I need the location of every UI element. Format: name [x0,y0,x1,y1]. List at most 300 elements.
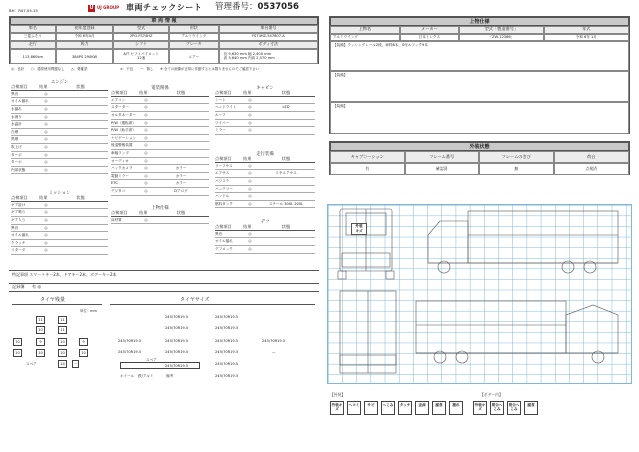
engine-item-label: 異音 [11,91,19,96]
cabin-item-label: シート [215,97,226,102]
tire-size-title: タイヤサイズ [180,297,210,303]
value-chassis: FS74HZ-547807-A [219,33,318,41]
value-mileage: 113,860km [10,49,56,64]
cabin-row [215,112,315,120]
electrical-item-label: 電動ミラー [111,173,129,178]
col-status: 状態 [176,210,186,216]
tire-size-fl: 245/70R19.5 [165,315,189,319]
tire-remain-3ro: 9 [79,338,88,346]
cabin-item-status [257,127,315,134]
mission-row [11,247,108,255]
mission-row [11,232,108,240]
label-cab-caution: キャブコーション [330,151,405,163]
running-item-label: リーフサス [215,163,233,168]
mission-item-label: 異音 [11,225,19,230]
key-legend-box: ヘコミ [347,401,361,415]
label-horsepower: 馬力 [56,41,114,49]
value-shift: A/T セフトパイロット 12速 [113,49,169,64]
label-mileage: 走行 [10,41,56,49]
electrical-item-status [153,150,209,157]
label-first-reg: 初年度登録 [56,25,114,33]
engine-item-result: ◎ [44,160,48,165]
col-result: 結果 [39,195,48,201]
running-item-status: スチール 300L 200L [268,201,304,206]
value-year: 令和 6年 1月 [544,34,629,41]
running-row [215,201,315,209]
value-serial: 「ZW-12386」 [459,34,543,41]
key-legend-box: 腐食 [432,401,446,415]
engine-item-result: ◎ [44,152,48,157]
cabin-item-result: ◎ [248,105,252,110]
electrical-item-label: P/W（助手席） [111,128,136,133]
diff-section [215,220,315,254]
engine-item-result: ◎ [44,167,48,172]
col-status: 状態 [76,84,85,90]
mission-item-result: ◎ [44,233,48,238]
running-item-label: エアサス [215,171,230,176]
tire-remain-title: タイヤ残量 [40,297,65,303]
col-result: 結果 [243,90,252,96]
running-item-result: ◎ [248,171,252,176]
electrical-item-status [153,97,209,104]
col-status: 状態 [281,224,291,230]
value-car-name: 三菱ふそう [10,33,56,41]
upper-title: 上物仕様 [151,206,169,211]
running-item-result: ◎ [248,179,252,184]
running-item-result: ◎ [248,201,252,206]
engine-item-label: オイル漏れ [11,99,29,104]
engine-item-result: ◎ [44,107,48,112]
electrical-item-label: オルタネーター [111,113,137,118]
mission-row [11,217,108,225]
mission-item-result: ◎ [44,248,48,253]
key-legend-box: 割れ [449,401,463,415]
electrical-item-label: P/W（運転席） [111,120,136,125]
key-legend-box: 荷台へこみ [490,401,504,415]
tire-remain-spare: 14 [58,360,67,368]
damage-tag [351,223,367,235]
running-item-result: ◎ [248,163,252,168]
electrical-row [111,158,209,166]
cabin-item-status [257,112,315,119]
engine-row [11,144,108,152]
key-legend-box: 荷台へこみ [507,401,521,415]
tire-size-last: 245/70R19.5 [215,362,239,366]
electrical-item-label: オーディオ [111,158,129,163]
running-item-label: ハンドル [215,194,230,199]
tire-size-2r: 245/70R19.5 [215,326,239,330]
col-status: 状態 [281,90,291,96]
electrical-row [111,142,209,150]
col-item: 点検項目 [215,90,232,96]
upper-item-result: ◎ [144,217,148,222]
mission-item-label: リターダ [11,248,26,253]
tire-remain-4ro: 10 [79,349,88,357]
vehicle-info-header: 車 両 情 報 [10,17,318,25]
tire-size-3ri: 245/70R19.5 [215,339,239,343]
engine-row [11,114,108,122]
engine-item-result: ◎ [44,122,48,127]
running-item-status [257,186,315,193]
value-first-reg: 令和 6年4月 [56,33,114,41]
legend-line-1: ◎：良好 ○：通常使用問題なし △：要確認 [11,67,88,71]
label-cargo: 荷台 [554,151,630,163]
electrical-item-label: エアコン [111,97,126,102]
tire-size-3li: 245/70R19.5 [165,339,189,343]
running-item-label: バッテリー [215,186,233,191]
label-shape: 形状 [169,25,219,33]
electrical-item-label: ETC [111,181,118,186]
tire-remark-label: 備考 [166,374,174,378]
electrical-item-result: ◎ [144,97,148,102]
key-legend-box: 外装キズ [330,401,344,415]
col-result: 結果 [139,210,148,216]
cabin-item-label: ルーフ [215,113,226,118]
electrical-item-label: バックカメラ [111,166,133,171]
electrical-item-status: Dアログ [174,189,188,194]
brand-name: UJ GROUP [97,5,120,11]
electrical-item-status [153,112,209,119]
diff-title: デフ [260,220,270,225]
electrical-title: 電装関係 [151,86,169,91]
label-chassis: 車台番号 [219,25,318,33]
col-status: 状態 [281,156,291,162]
engine-row [11,152,108,160]
mission-item-label: ギア抜け [11,202,26,207]
value-upper-name: アルミウイング [330,34,400,41]
remarks-label: 特記事項 [12,272,28,277]
running-row [215,178,315,186]
electrical-item-label: ナビゲーション [111,135,137,140]
electrical-item-status [153,104,209,111]
electrical-row [111,112,209,120]
tire-size-3ro: 245/70R19.5 [262,339,286,343]
management-label: 管理番号： [215,2,258,12]
date-label: BH：R07.05.15 [9,8,38,13]
mission-item-result: ◎ [44,202,48,207]
diff-item-status [257,238,315,245]
tire-size-3lo: 245/70R19.5 [118,339,142,343]
electrical-item-result: ◎ [144,105,148,110]
dims-line-1: 長 9,620 mm 幅 2,400 mm [223,52,272,56]
col-item: 点検項目 [215,156,232,162]
electrical-row [111,104,209,112]
electrical-item-status: カラー [175,181,187,186]
engine-item-label: 水漏れ [11,107,22,112]
running-row [215,170,315,178]
key-legend-box: サビ [364,401,378,415]
mission-item-result: ◎ [44,218,48,223]
label-serial: 型式「製造番号」 [459,26,543,34]
electrical-item-status [153,120,209,127]
electrical-item-label: 後退警報装置 [111,143,133,148]
mission-item-label: クラッチ [11,240,26,245]
running-item-result: ◎ [248,194,252,199]
tire-remain-spare-label: スペア [26,362,37,366]
electrical-item-result: ◎ [144,143,148,148]
value-cargo: 点検済 [554,163,630,175]
key-legend-box: 外装キズ [473,401,487,415]
value-shape: アルミウイング [169,33,219,41]
engine-item-result: ◎ [44,114,48,119]
mission-row [11,225,108,233]
cabin-row [215,97,315,105]
cabin-item-result: ◎ [248,128,252,133]
tire-size-spare-label: スペア [146,358,157,362]
records-mark-symbol: ◎ [37,284,42,289]
mission-row [11,240,108,248]
electrical-item-label: スターター [111,105,129,110]
equipment-note-3: 【装備】 [330,102,629,134]
records-label: 記録簿 [12,284,25,289]
tire-remain-3li: 9 [36,338,45,346]
label-shift: シフト [113,41,169,49]
dims-line-2: 高 3,640 mm 内高 2,570 mm [223,56,275,61]
cabin-item-result: ◎ [248,97,252,102]
tire-remain-fr: 11 [58,316,67,324]
running-item-label: パワステ [215,179,230,184]
mission-item-result: ◎ [44,210,48,215]
diff-item-label: 異音 [215,231,223,236]
mission-item-label: ギア鳴り [11,210,26,215]
diff-item-result: ◎ [248,231,252,236]
running-item-result: ◎ [248,186,252,191]
electrical-item-status [153,142,209,149]
engine-row [11,167,108,175]
label-model: 型式 [113,25,169,33]
engine-row [11,106,108,114]
col-status: 状態 [176,90,186,96]
diff-item-label: デフロック [215,247,233,252]
exterior-table [329,141,630,175]
equipment-note-2: 【装備】 [330,71,629,102]
truck-outline-drawing [328,205,633,385]
engine-item-label: 黒煙 [11,137,19,142]
electrical-item-result: ◎ [144,181,148,186]
company-logo [88,5,119,12]
value-model: 2PG-FS74HZ [113,33,169,41]
engine-item-label: 内部状態 [11,167,26,172]
key-legend-box: 腐食 [524,401,538,415]
value-cab-caution: 有 [330,163,405,175]
tire-remain-3lo: 10 [13,338,22,346]
key-legend-box: 歪曲 [415,401,429,415]
mission-row [11,209,108,217]
diff-item-result: ◎ [248,239,252,244]
tire-size-4lo: 245/70R19.5 [118,350,142,354]
page-title: 車両チェックシート [126,3,203,12]
legend-line-2: ×：不良 ー：無し ※ 全ての画像が正常に作動するとは限りませんのでご確認下さい [120,67,259,71]
electrical-item-status [153,127,209,134]
running-section [215,152,315,208]
body-key-row [473,401,538,415]
value-frame-rust: 無 [479,163,554,175]
engine-title: エンジン [50,80,69,85]
running-item-status: リヤエアサス [275,171,297,176]
electrical-row [111,180,209,188]
upper-section [111,206,209,224]
col-result: 結果 [243,224,252,230]
body-key-label: 【ボデー内】 [480,392,503,397]
running-item-label: 燃料タンク [215,201,233,206]
cabin-section [215,86,315,135]
electrical-row [111,135,209,143]
engine-item-result: ◎ [44,137,48,142]
running-row [215,193,315,201]
label-body-dims: ボディ寸法 [219,41,318,49]
remarks-row [9,270,319,284]
engine-item-label: ターボ [11,160,22,165]
tire-size-extra: 245/70R19.5 [215,374,239,378]
cabin-item-label: ワイパー [215,120,230,125]
engine-item-label: 吹上げ [11,145,22,150]
upper-spec-table [329,16,630,134]
tire-remain-unit: 単位：mm [80,309,97,313]
tire-remain-spare-mark: 一 [73,362,78,366]
cabin-title: キャビン [256,86,274,91]
running-item-status [257,163,315,170]
label-year: 年式 [544,26,629,34]
engine-item-label: 白煙 [11,129,19,134]
upper-spec-header: 上物仕様 [330,17,629,26]
engine-row [11,98,108,106]
key-legend-box: タッチ [398,401,412,415]
equipment-note-1: 【装備】ラッシングレール2段、車枠8本、S付ルフック9本 [330,41,629,71]
running-row [215,163,315,171]
running-row [215,186,315,194]
engine-item-result: ◎ [44,145,48,150]
tire-size-fr: 245/70R19.5 [215,315,239,319]
electrical-item-result: ◎ [144,189,148,194]
records-row [9,284,319,292]
damage-diagram [327,204,632,384]
upper-item-label: 床材質 [111,217,122,222]
electrical-item-result: ◎ [144,128,148,133]
col-item: 点検項目 [111,210,128,216]
col-status: 状態 [76,195,85,201]
running-title: 走行装備 [256,152,274,157]
tire-remain-3ri: 10 [58,338,67,346]
engine-row [11,136,108,144]
electrical-row [111,150,209,158]
engine-row [11,121,108,129]
mission-item-result: ◎ [44,240,48,245]
cabin-item-label: ミラー [215,128,226,133]
mission-row [11,202,108,210]
records-mark: 有 [31,284,37,289]
value-horsepower: 384PS 290KW [56,49,114,64]
electrical-item-result: ◎ [144,135,148,140]
electrical-item-status [153,135,209,142]
electrical-item-result: ◎ [144,120,148,125]
electrical-row [111,97,209,105]
diff-item-status [257,231,315,238]
engine-item-label: ターボ [11,152,22,157]
electrical-section [111,86,209,196]
mission-item-label: ギア入り [11,218,26,223]
diff-row [215,238,315,246]
engine-item-label: 水廻り [11,114,22,119]
mission-title: ミッション [48,191,71,196]
electrical-item-result: ◎ [144,173,148,178]
cabin-item-result: ◎ [248,120,252,125]
electrical-item-label: デジタコ [111,189,126,194]
engine-row [11,129,108,137]
col-result: 結果 [139,90,148,96]
electrical-item-status: カラー [175,173,187,178]
engine-section [11,80,108,174]
electrical-row [111,127,209,135]
wheel-value: 鉄/アルミ [138,374,154,378]
electrical-item-result: ◎ [144,166,148,171]
electrical-item-status: カラー [175,166,187,171]
col-result: 結果 [39,84,48,90]
engine-item-result: ◎ [44,99,48,104]
engine-row [11,159,108,167]
electrical-row [111,165,209,173]
electrical-item-result: ◎ [144,158,148,163]
label-brake: ブレーキ [169,41,219,49]
diff-row [215,246,315,254]
tire-size-4li: 245/70R19.5 [165,350,189,354]
label-upper-name: 上物名 [330,26,400,34]
damage-tag-line-1: 外装 [355,224,363,228]
electrical-item-result: ◎ [144,113,148,118]
cabin-item-status [257,97,315,104]
tire-size-2l: 245/70R19.5 [165,326,189,330]
tire-remain-4li: 10 [36,349,45,357]
label-car-name: 車名 [10,25,56,33]
exterior-header: 外装状態 [330,142,629,151]
mission-item-label: オイル漏れ [11,233,29,238]
remarks-text: スマートキー2本、ドアキー2本、ボデーキー2本 [29,272,117,277]
vehicle-info-table [9,16,319,64]
engine-item-result: ◎ [44,129,48,134]
tire-remain-2l: 10 [36,326,45,334]
col-item: 点検項目 [11,195,28,201]
diff-item-result: ◎ [248,247,252,252]
electrical-item-status [153,158,209,165]
engine-row [11,91,108,99]
running-item-status [257,193,315,200]
cabin-item-status [257,120,315,127]
wheel-label: ホイール [120,374,135,378]
diff-item-status [257,246,315,253]
diff-row [215,231,315,239]
tire-size-4ro: — [272,350,276,354]
electrical-item-result: ◎ [144,151,148,156]
cabin-row [215,104,315,112]
cabin-row [215,127,315,135]
key-legend-box: へこみ [381,401,395,415]
electrical-row [111,188,209,196]
electrical-row [111,173,209,181]
outer-key-row [330,401,463,415]
value-brake: エアー [169,49,219,64]
value-frame-no: 確認済 [405,163,480,175]
damage-tag-line-2: キズ [355,229,363,233]
label-frame-no: フレーム番号 [405,151,480,163]
upper-row [111,217,209,225]
tire-remain-fl: 11 [36,316,45,324]
mission-section [11,191,108,255]
electrical-item-label: 車幅ランプ [111,151,129,156]
mission-item-result: ◎ [44,225,48,230]
management-value: 0537056 [257,2,299,12]
col-result: 結果 [243,156,252,162]
cabin-item-result: ◎ [248,113,252,118]
tire-size-spare: 245/70R19.5 [120,362,200,369]
